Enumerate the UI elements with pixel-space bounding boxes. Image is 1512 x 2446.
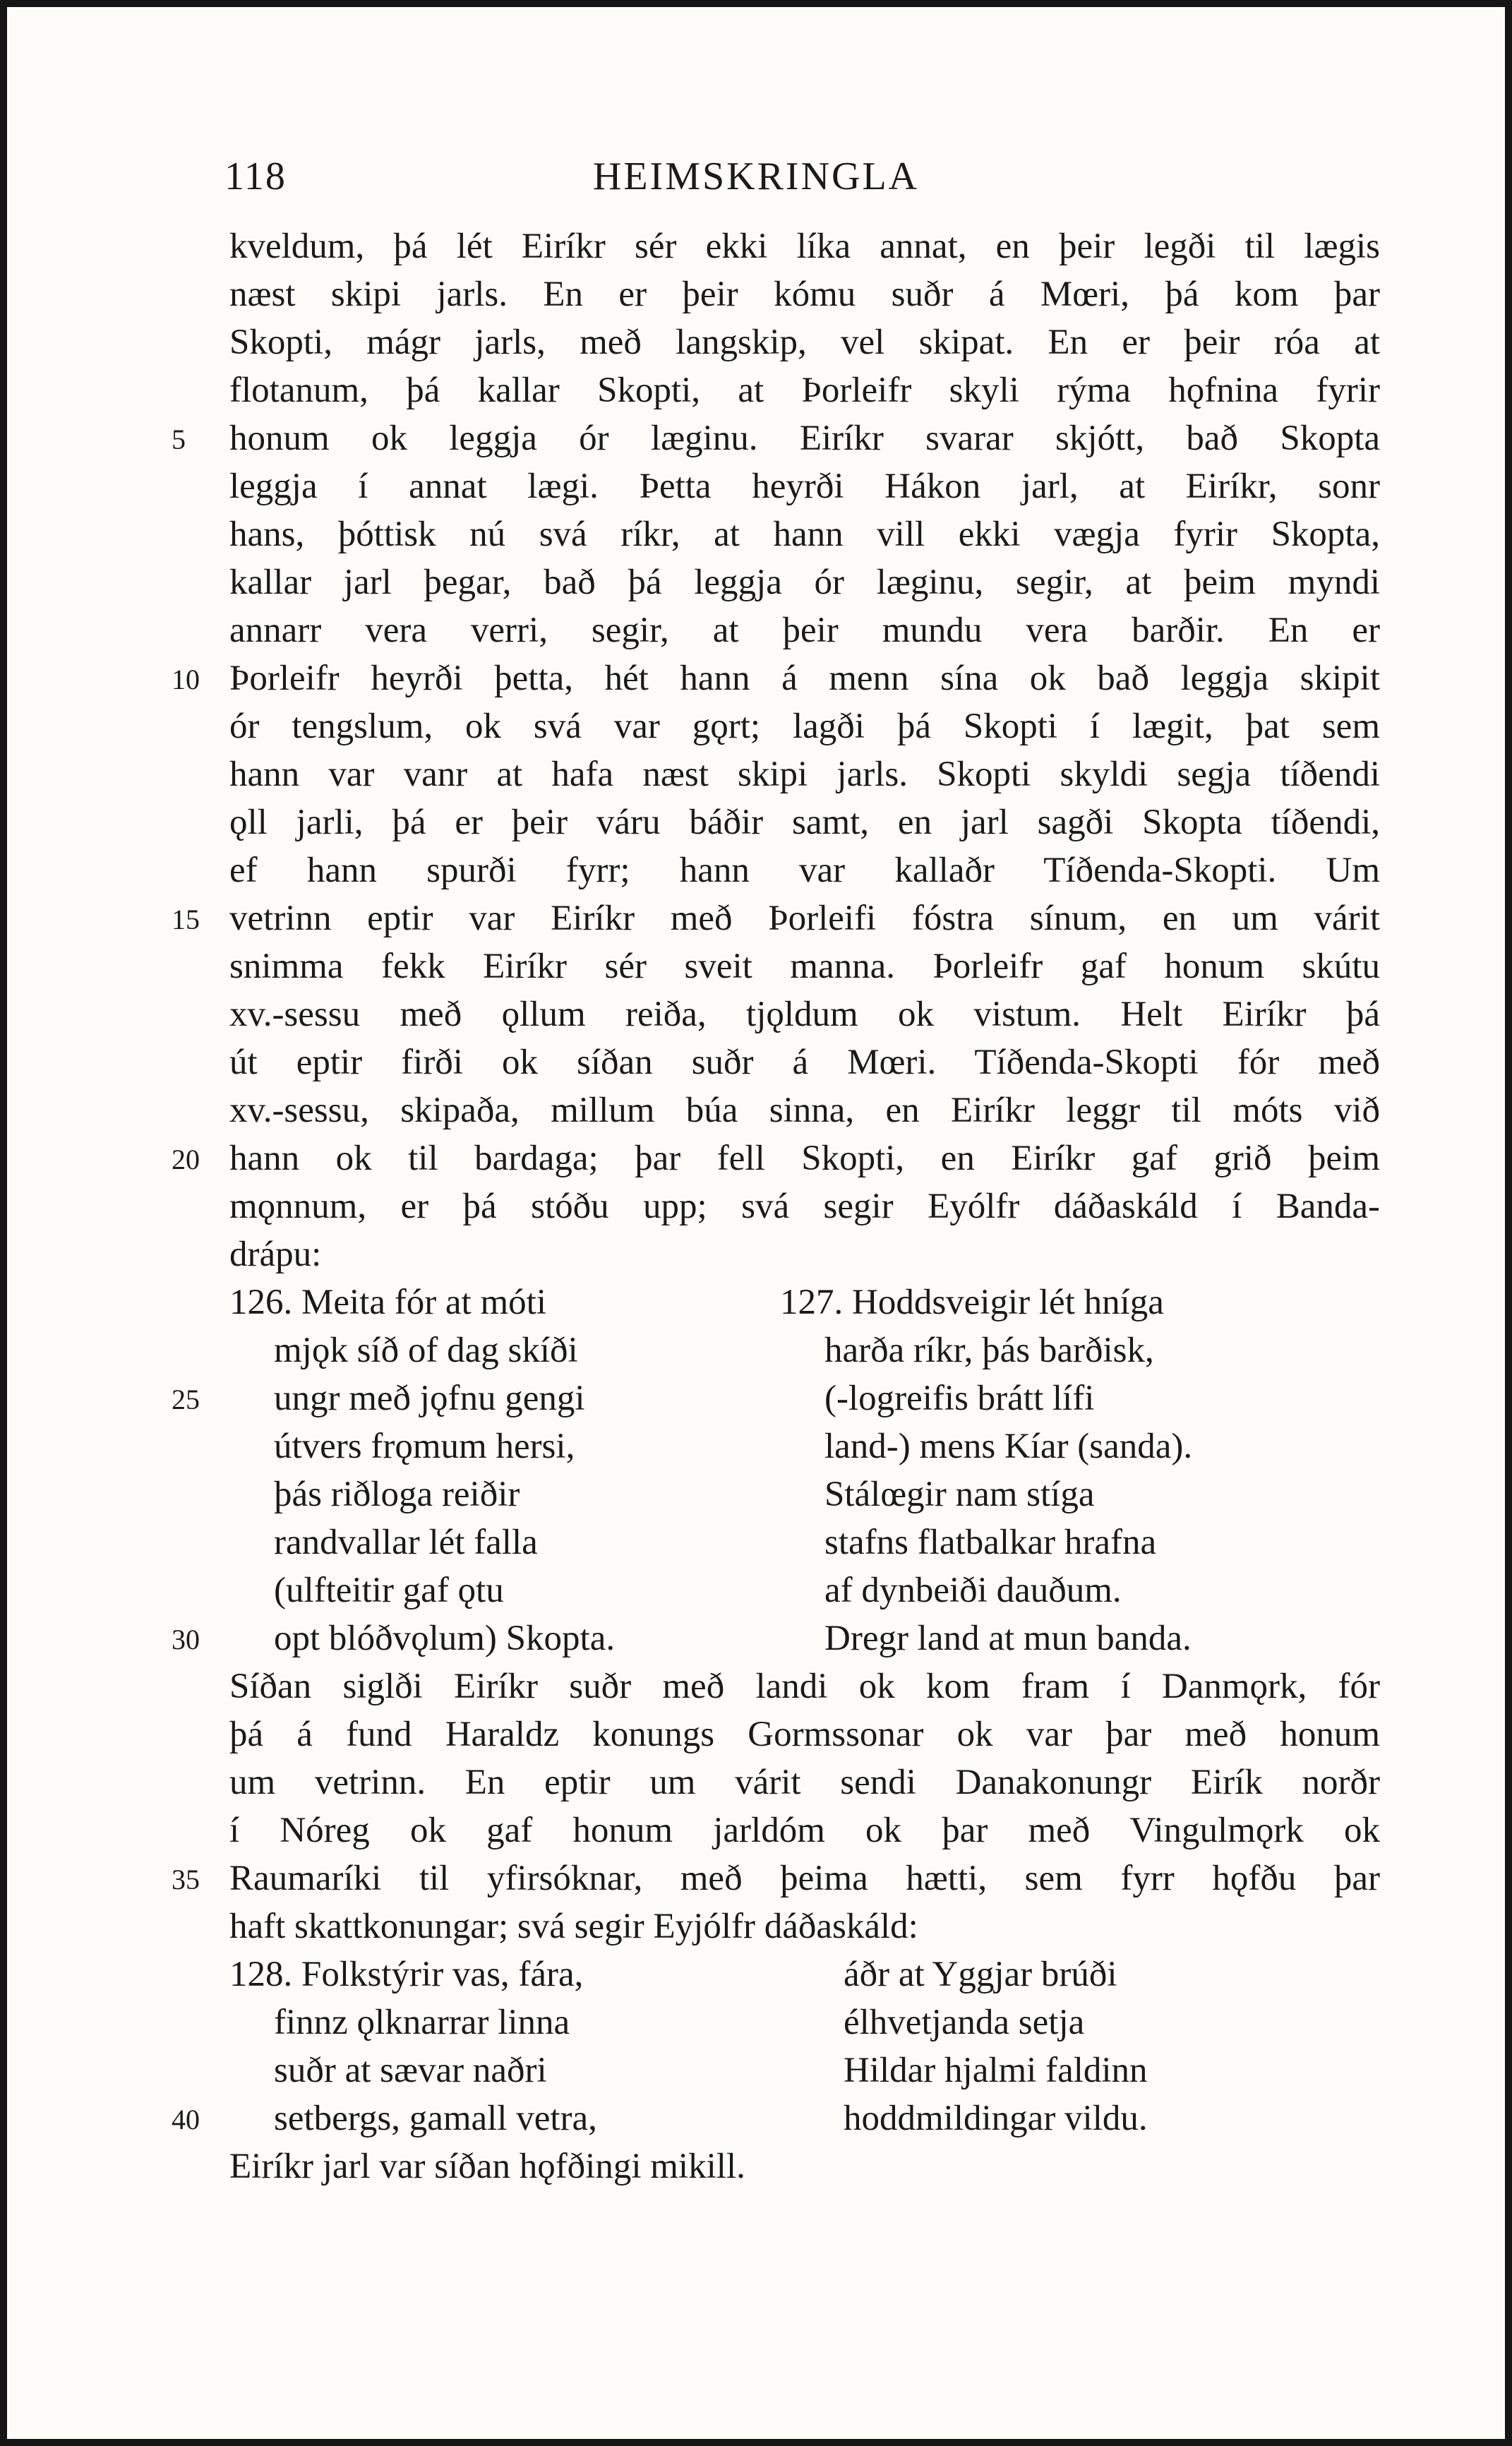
prose-line: næst skipi jarls. En er þeir kómu suðr á Mœri, þá kom þar	[229, 275, 1380, 314]
verse-128-left	[229, 1950, 597, 2142]
verse-127	[780, 1278, 1192, 1662]
verse-line: (ulfteitir gaf ǫtu	[274, 1571, 504, 1610]
prose-line: hans, þóttisk nú svá ríkr, at hann vill ekki vægja fyrir Skopta,	[229, 515, 1380, 554]
verse-128-right	[844, 1950, 1148, 2142]
verse-line: 128. Folkstýrir vas, fára,	[229, 1955, 584, 1994]
verse-line: 127. Hoddsveigir lét hníga	[780, 1283, 1164, 1322]
prose-line: í Nóreg ok gaf honum jarldóm ok þar með Vingulmǫrk ok	[229, 1811, 1380, 1850]
prose-line: ef hann spurði fyrr; hann var kallaðr Tíðenda-Skopti. Um	[229, 851, 1380, 890]
verse-line: finnz ǫlknarrar linna	[274, 2003, 570, 2042]
prose-line: xv.-sessu með ǫllum reiða, tjǫldum ok vistum. Helt Eiríkr þá	[229, 995, 1380, 1034]
verse-line: ungr með jǫfnu gengi	[274, 1379, 585, 1418]
verse-line: Stálœgir nam stíga	[824, 1475, 1095, 1514]
prose-line: annarr vera verri, segir, at þeir mundu vera barðir. En er	[229, 611, 1380, 650]
prose-line: mǫnnum, er þá stóðu upp; svá segir Eyólfr dáðaskáld í Banda-	[229, 1187, 1380, 1226]
verse-line: mjǫk síð of dag skíði	[274, 1331, 578, 1370]
line-number: 40	[172, 2104, 200, 2135]
verse-line: hoddmildingar vildu.	[844, 2099, 1148, 2138]
verse-line: land-) mens Kíar (sanda).	[824, 1427, 1193, 1466]
prose-line: út eptir firði ok síðan suðr á Mœri. Tíðenda-Skopti fór með	[229, 1043, 1380, 1082]
verse-line: Dregr land at mun banda.	[824, 1619, 1192, 1658]
prose-line: vetrinn eptir var Eiríkr með Þorleifi fóstra sínum, en um várit	[229, 899, 1380, 938]
line-number: 30	[172, 1624, 200, 1655]
line-number: 35	[172, 1864, 200, 1895]
prose-line: kveldum, þá lét Eiríkr sér ekki líka annat, en þeir legði til lægis	[229, 227, 1380, 266]
prose-line: þá á fund Haraldz konungs Gormssonar ok var þar með honum	[229, 1715, 1380, 1754]
prose-line: kallar jarl þegar, bað þá leggja ór læginu, segir, at þeim myndi	[229, 563, 1380, 602]
prose-line: ór tengslum, ok svá var gǫrt; lagði þá Skopti í lægit, þat sem	[229, 707, 1380, 746]
prose-line: snimma fekk Eiríkr sér sveit manna. Þorleifr gaf honum skútu	[229, 947, 1380, 986]
prose-line: leggja í annat lægi. Þetta heyrði Hákon jarl, at Eiríkr, sonr	[229, 467, 1380, 506]
verse-line: áðr at Yggjar brúði	[844, 1955, 1117, 1994]
prose-line: Síðan siglði Eiríkr suðr með landi ok kom fram í Danmǫrk, fór	[229, 1667, 1380, 1706]
verse-line: (-logreifis brátt lífi	[824, 1379, 1095, 1418]
verse-line: af dynbeiði dauðum.	[824, 1571, 1122, 1610]
verse-126	[229, 1278, 615, 1662]
prose-line: Þorleifr heyrði þetta, hét hann á menn sína ok bað leggja skipit	[229, 659, 1380, 698]
line-number: 25	[172, 1384, 200, 1415]
verse-line: þás riðloga reiðir	[274, 1475, 520, 1514]
prose-line: drápu:	[229, 1235, 322, 1274]
verse-line: 126. Meita fór at móti	[229, 1283, 546, 1322]
verse-line: setbergs, gamall vetra,	[274, 2099, 597, 2138]
verse-line: stafns flatbalkar hrafna	[824, 1523, 1157, 1562]
prose-line: xv.-sessu, skipaða, millum búa sinna, en Eiríkr leggr til móts við	[229, 1091, 1380, 1130]
running-title: HEIMSKRINGLA	[592, 155, 920, 198]
verse-line: opt blóðvǫlum) Skopta.	[274, 1619, 616, 1658]
closing-line: Eiríkr jarl var síðan hǫfðingi mikill.	[229, 2147, 745, 2186]
prose-line: haft skattkonungar; svá segir Eyjólfr dáðaskáld:	[229, 1907, 918, 1946]
page-number: 118	[224, 155, 287, 198]
verse-line: randvallar lét falla	[274, 1523, 538, 1562]
line-number: 10	[172, 664, 200, 695]
line-number: 15	[172, 904, 200, 935]
verse-line: harða ríkr, þás barðisk,	[824, 1331, 1154, 1370]
verse-line: suðr at sævar naðri	[274, 2051, 547, 2090]
prose-line: hann var vanr at hafa næst skipi jarls. Skopti skyldi segja tíðendi	[229, 755, 1380, 794]
prose-line: flotanum, þá kallar Skopti, at Þorleifr skyli rýma hǫfnina fyrir	[229, 371, 1380, 410]
line-number: 5	[172, 424, 186, 455]
verse-line: élhvetjanda setja	[844, 2003, 1085, 2042]
verse-line: útvers frǫmum hersi,	[274, 1427, 575, 1466]
prose-line: um vetrinn. En eptir um várit sendi Danakonungr Eirík norðr	[229, 1763, 1380, 1802]
prose-line: hann ok til bardaga; þar fell Skopti, en Eiríkr gaf grið þeim	[229, 1139, 1380, 1178]
prose-line: ǫll jarli, þá er þeir váru báðir samt, en jarl sagði Skopta tíðendi,	[229, 803, 1380, 842]
line-number: 20	[172, 1144, 200, 1175]
prose-line: honum ok leggja ór læginu. Eiríkr svarar skjótt, bað Skopta	[229, 419, 1380, 458]
prose-line: Raumaríki til yfirsóknar, með þeima hætti, sem fyrr hǫfðu þar	[229, 1859, 1380, 1898]
page-header	[0, 154, 1512, 203]
prose-line: Skopti, mágr jarls, með langskip, vel skipat. En er þeir róa at	[229, 323, 1380, 362]
verse-line: Hildar hjalmi faldinn	[844, 2051, 1148, 2090]
